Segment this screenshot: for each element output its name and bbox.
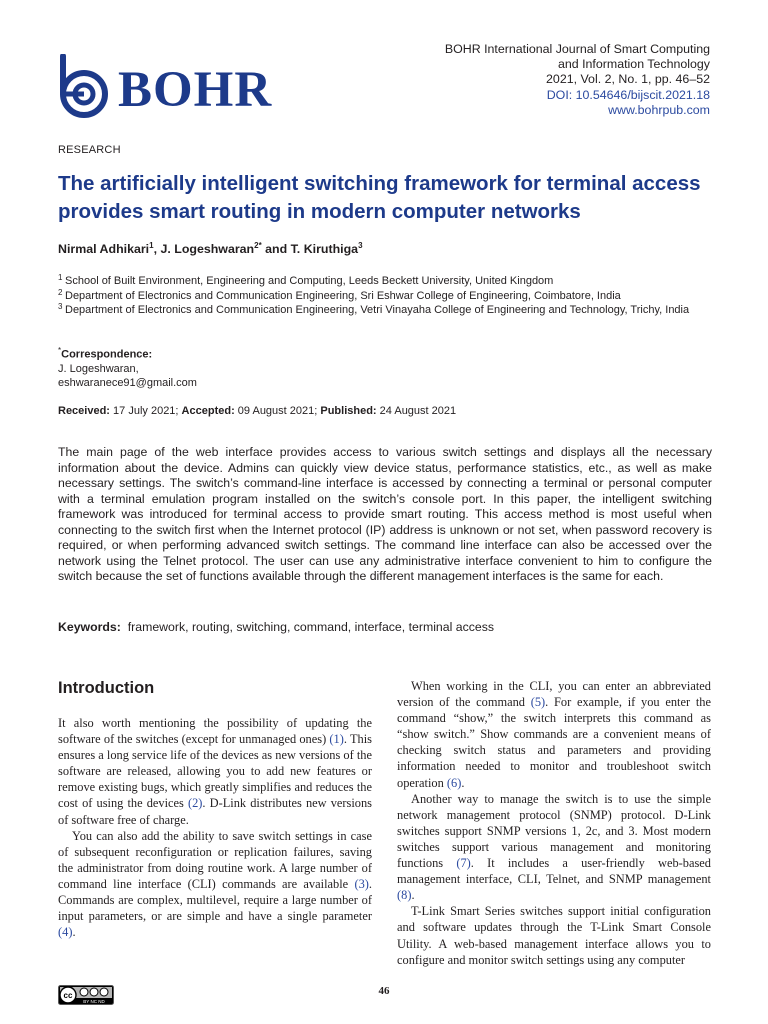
author-separator: , bbox=[153, 242, 161, 257]
citation-link[interactable]: (1) bbox=[329, 732, 344, 747]
affiliation-number: 2 bbox=[58, 287, 63, 297]
author-list bbox=[58, 241, 363, 256]
affiliation-item bbox=[58, 274, 718, 289]
body-paragraph bbox=[58, 828, 372, 941]
affiliation-list bbox=[58, 274, 718, 318]
article-type-label: RESEARCH bbox=[58, 144, 121, 156]
affiliation-text: Department of Electronics and Communication Engineering, Sri Eshwar College of Engineering, Coimbatore, India bbox=[65, 289, 621, 302]
body-column-right bbox=[397, 678, 711, 968]
body-column-left bbox=[58, 678, 372, 940]
author-separator: and bbox=[261, 242, 291, 257]
affiliation-number: 3 bbox=[58, 302, 63, 312]
body-paragraph bbox=[58, 715, 372, 828]
journal-issue: 2021, Vol. 2, No. 1, pp. 46–52 bbox=[546, 72, 710, 87]
paragraph-text: . For example, if you enter the command “show,” the switch interprets this command as “show switch.” Show commands are a convenient means of checking switch status and parameters and providing information needed to monitor and troubleshoot switch operation bbox=[397, 695, 711, 790]
keywords-line bbox=[58, 620, 494, 634]
journal-name-line1: BOHR International Journal of Smart Computing bbox=[444, 42, 710, 56]
paragraph-text: It also worth mentioning the possibility of updating the software of the switches (except for unmanaged ones) bbox=[58, 716, 372, 747]
published-date: 24 August 2021 bbox=[379, 405, 457, 417]
bohr-logo bbox=[56, 52, 286, 122]
paragraph-text: . Commands are complex, multilevel, require a large number of input parameters, or are simple and have a single parameter bbox=[58, 876, 372, 924]
keywords-text: framework, routing, switching, command, interface, terminal access bbox=[127, 620, 495, 634]
keywords-label: Keywords: bbox=[58, 620, 121, 634]
affiliation-text: Department of Electronics and Communication Engineering, Vetri Vinayaha College of Engineering and Technology, Trichy, India bbox=[65, 304, 690, 317]
published-label: Published: bbox=[320, 405, 377, 417]
doi-link[interactable]: DOI: 10.54646/bijscit.2021.18 bbox=[546, 87, 710, 102]
body-paragraph bbox=[397, 678, 711, 791]
author-name: Nirmal Adhikari bbox=[58, 242, 150, 257]
paragraph-text: . D-Link distributes new versions of software free of charge. bbox=[58, 796, 372, 827]
correspondence-mark: * bbox=[58, 346, 62, 355]
publisher-url-link[interactable]: www.bohrpub.com bbox=[608, 102, 710, 117]
citation-link[interactable]: (3) bbox=[354, 876, 369, 891]
paragraph-text: . It includes a user-friendly web-based management interface, CLI, Telnet, and SNMP management bbox=[397, 856, 711, 887]
bohr-logo-icon bbox=[56, 54, 112, 120]
cc-terms-text: BY NC ND bbox=[83, 999, 105, 1004]
affiliation-item bbox=[58, 289, 718, 304]
paragraph-text: . bbox=[72, 925, 76, 940]
citation-link[interactable]: (8) bbox=[397, 888, 412, 903]
accepted-date: 09 August 2021; bbox=[237, 405, 318, 417]
paragraph-text: You can also add the ability to save switch settings in case of subsequent reconfiguration or replication failures, saving the administrator from doing routine work. A large number of command line interface (CLI) commands are available bbox=[58, 828, 372, 891]
author-name: J. Logeshwaran bbox=[160, 242, 255, 257]
paragraph-text: When working in the CLI, you can enter an abbreviated version of the command bbox=[397, 679, 711, 710]
paragraph-text: . bbox=[461, 775, 465, 790]
citation-link[interactable]: (6) bbox=[446, 775, 462, 790]
author-affiliation-mark: 3 bbox=[358, 241, 363, 250]
publication-dates bbox=[58, 405, 456, 417]
journal-info bbox=[445, 42, 710, 118]
received-label: Received: bbox=[58, 405, 110, 417]
correspondence-label: Correspondence: bbox=[61, 348, 153, 361]
affiliation-item bbox=[58, 303, 718, 318]
citation-link[interactable]: (5) bbox=[530, 695, 546, 710]
affiliation-text: School of Built Environment, Engineering and Computing, Leeds Beckett University, United Kingdom bbox=[65, 275, 554, 287]
abstract-text: The main page of the web interface provides access to various switch settings and displays all the necessary information about the device. Admins can quickly view device status, performance statistics, etc., as well as make necessary settings. The switch’s command-line interface is accessed by connecting a terminal or personal computer with a terminal emulation program installed on the switch’s console port. In this paper, the intelligent switching framework was introduced for terminal access to provide smart routing. This access method is most useful when connecting to the switch first when the Internet protocol (IP) address is unknown or not set, when password recovery is required, or when performing advanced switch settings. The command line interface can also be accessed over the network using the Telnet protocol. The user can use any administrative interface convenient to him to configure the switch because the set of functions available through the different management interfaces is the same for each. bbox=[58, 445, 712, 583]
article-title: The artificially intelligent switching framework for terminal access provides smart routing in modern computer networks bbox=[58, 172, 701, 223]
paragraph-text: . This ensures a long service life of the devices as new versions of the software are released, allowing you to add new features or remove existing bugs, which greatly simplifies and reduces the cost of using the devices bbox=[58, 732, 372, 811]
paragraph-text: . bbox=[411, 888, 415, 903]
journal-name-line2: and Information Technology bbox=[557, 57, 710, 72]
correspondence-block bbox=[58, 344, 197, 390]
received-date: 17 July 2021; bbox=[113, 405, 179, 417]
paragraph-text: Another way to manage the switch is to use the simple network management protocol (SNMP) protocol. D-Link switches support SNMP versions 1, 2c, and 3. Most modern switches support various management and monitoring functions bbox=[397, 791, 711, 871]
author-name: T. Kiruthiga bbox=[290, 242, 359, 257]
accepted-label: Accepted: bbox=[181, 405, 235, 417]
author-affiliation-mark: 2* bbox=[254, 241, 262, 250]
logo-wordmark: BOHR bbox=[118, 62, 273, 118]
body-paragraph bbox=[397, 791, 711, 904]
right-paragraphs bbox=[397, 678, 711, 968]
correspondence-name: J. Logeshwaran, bbox=[58, 362, 139, 375]
affiliation-number: 1 bbox=[58, 273, 63, 282]
citation-link[interactable]: (4) bbox=[58, 925, 73, 940]
author-affiliation-mark: 1 bbox=[149, 241, 154, 250]
citation-link[interactable]: (7) bbox=[456, 856, 471, 871]
section-heading-introduction: Introduction bbox=[58, 679, 155, 697]
citation-link[interactable]: (2) bbox=[187, 796, 203, 811]
body-paragraph bbox=[397, 903, 711, 967]
page-number: 46 bbox=[378, 985, 390, 997]
left-paragraphs bbox=[58, 715, 372, 940]
correspondence-email[interactable]: eshwaranece91@gmail.com bbox=[58, 376, 197, 389]
cc-symbol-text: cc bbox=[63, 991, 73, 1000]
paragraph-text: T-Link Smart Series switches support initial configuration and software updates through the T-Link Smart Console Utility. A web-based management interface allows you to configure and monitor switch settings using any computer bbox=[397, 904, 711, 967]
